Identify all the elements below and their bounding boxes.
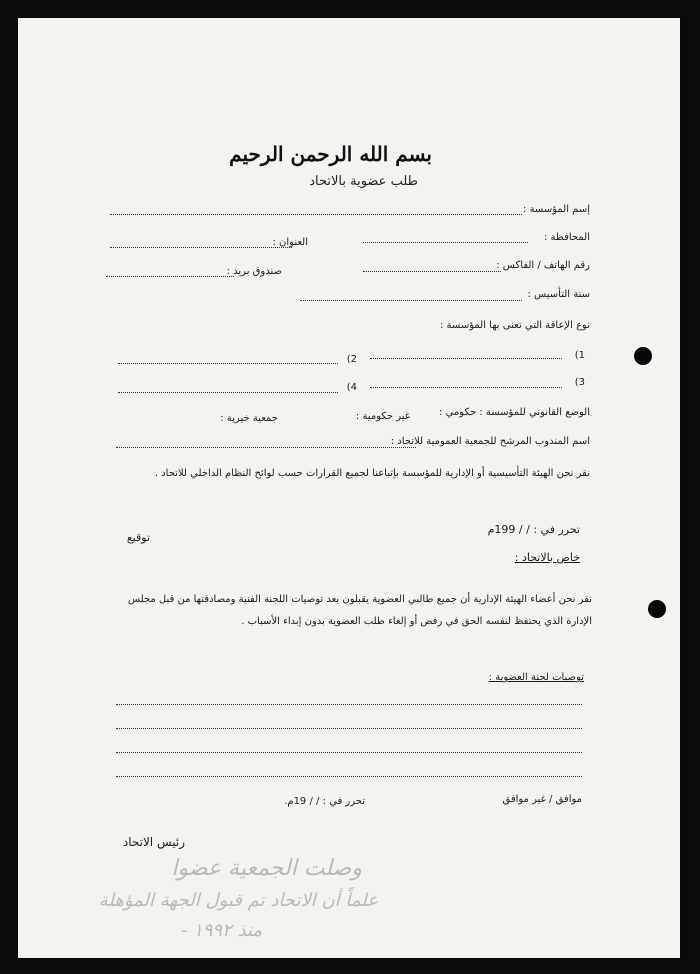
signature-label: توقيع <box>126 531 150 544</box>
field-phone-fax[interactable] <box>363 271 501 272</box>
label-po-box: صندوق بريد : <box>226 266 282 277</box>
field-item-1[interactable] <box>370 358 562 359</box>
committee-line-3[interactable] <box>116 752 582 753</box>
handwritten-note-1: وصلت الجمعية عضوا <box>171 856 362 881</box>
label-item-2: 2) <box>346 354 357 365</box>
field-po-box[interactable] <box>106 276 234 277</box>
field-item-4[interactable] <box>118 392 338 393</box>
field-delegate[interactable] <box>116 447 416 448</box>
punch-hole-top <box>634 347 652 365</box>
committee-date-line: تحرر في : / / 19م. <box>284 796 365 807</box>
union-declaration-line-1: نقر نحن أعضاء الهيئة الإدارية أن جميع طالبي العضوية يقبلون بعد توصيات اللجنة الفنية ومصادقتها من قبل مجلس <box>127 594 592 605</box>
handwritten-note-3: منذ ١٩٩٢ - <box>181 920 262 941</box>
label-item-3: 3) <box>574 377 585 388</box>
pledge-text: نقر نحن الهيئة التأسيسية أو الإدارية للمؤسسة بإتباعنا لجميع القرارات حسب لوائح النظام الداخلي للاتحاد . <box>154 468 590 479</box>
field-founding-year[interactable] <box>300 300 522 301</box>
label-item-1: 1) <box>574 350 585 361</box>
form-title: طلب عضوية بالاتحاد <box>309 174 418 189</box>
form-page <box>18 18 680 958</box>
field-item-2[interactable] <box>118 363 338 364</box>
label-charity: جمعية خيرية : <box>220 413 278 424</box>
label-item-4: 4) <box>346 382 357 393</box>
label-disability-type: نوع الإعاقة التي تعنى بها المؤسسة : <box>439 320 590 331</box>
field-address[interactable] <box>110 247 292 248</box>
label-non-governmental: غير حكومية : <box>355 411 410 422</box>
committee-line-2[interactable] <box>116 728 582 729</box>
committee-line-4[interactable] <box>116 776 582 777</box>
label-phone-fax: رقم الهاتف / الفاكس : <box>496 260 590 271</box>
field-governorate[interactable] <box>363 242 528 243</box>
committee-line-1[interactable] <box>116 704 582 705</box>
bismillah-heading: بسم الله الرحمن الرحيم <box>229 142 432 166</box>
field-item-3[interactable] <box>370 387 562 388</box>
label-legal-status: الوضع القانوني للمؤسسة : حكومي : <box>439 407 590 418</box>
field-institution-name[interactable] <box>110 214 522 215</box>
date-line: تحرر في : / / 199م <box>487 523 580 536</box>
union-declaration-line-2: الإدارة الذي يحتفظ لنفسه الحق في رفض أو إلغاء طلب العضوية بدون إبداء الأسباب . <box>241 616 592 627</box>
handwritten-note-2: علماً أن الاتحاد تم قبول الجهة المؤهلة <box>98 890 378 911</box>
label-institution-name: إسم المؤسسة : <box>523 204 590 215</box>
label-address: العنوان : <box>272 237 308 248</box>
president-label: رئيس الاتحاد <box>122 835 185 849</box>
label-governorate: المحافظة : <box>543 232 590 243</box>
punch-hole-bottom <box>648 600 666 618</box>
label-delegate: اسم المندوب المرشح للجمعية العمومية للاتحاد : <box>390 436 590 447</box>
label-founding-year: سنة التأسيس : <box>527 289 590 300</box>
committee-heading: توصيات لجنة العضوية : <box>488 672 584 683</box>
union-section-heading: خاص بالاتحاد : <box>514 551 580 564</box>
approval-choice: موافق / غير موافق <box>502 794 582 805</box>
